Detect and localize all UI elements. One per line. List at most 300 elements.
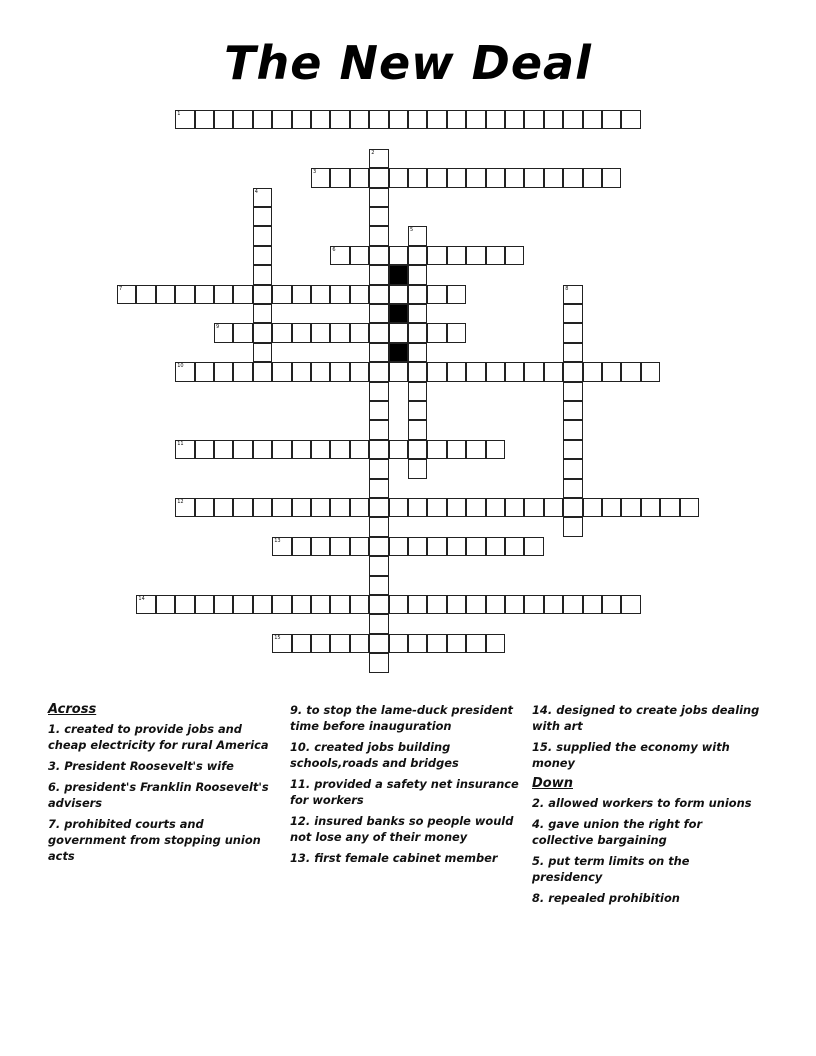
grid-cell[interactable]: [466, 595, 485, 614]
grid-cell[interactable]: [330, 168, 349, 187]
grid-cell[interactable]: [233, 440, 252, 459]
grid-cell[interactable]: [214, 285, 233, 304]
grid-cell[interactable]: [369, 479, 388, 498]
clue-text: insured banks so people would not lose any of their money: [290, 814, 514, 844]
grid-cell[interactable]: [389, 362, 408, 381]
clue-number: 6: [332, 246, 336, 253]
grid-cell[interactable]: [524, 168, 543, 187]
grid-cell[interactable]: [369, 498, 388, 517]
grid-cell[interactable]: [563, 110, 582, 129]
grid-cell[interactable]: [214, 595, 233, 614]
grid-cell[interactable]: [253, 285, 272, 304]
across-clue: [532, 702, 762, 734]
grid-cell[interactable]: [311, 537, 330, 556]
grid-cell[interactable]: [389, 168, 408, 187]
grid-cell[interactable]: [253, 226, 272, 245]
grid-cell[interactable]: [544, 362, 563, 381]
grid-cell[interactable]: [195, 285, 214, 304]
grid-cell[interactable]: [175, 362, 194, 381]
clue-column-1: [48, 702, 278, 869]
clue-text: provided a safety net insurance for workers: [290, 777, 519, 807]
across-clue: [48, 779, 278, 811]
clue-text: gave union the right for collective bargaining: [532, 817, 703, 847]
grid-cell[interactable]: [427, 440, 446, 459]
grid-cell[interactable]: [505, 537, 524, 556]
grid-cell[interactable]: [117, 285, 136, 304]
grid-cell[interactable]: [311, 498, 330, 517]
grid-cell[interactable]: [311, 440, 330, 459]
grid-cell[interactable]: [272, 634, 291, 653]
grid-cell[interactable]: [330, 498, 349, 517]
clue-num: 13.: [290, 851, 311, 865]
grid-cell[interactable]: [311, 285, 330, 304]
clue-text: first female cabinet member: [314, 851, 498, 865]
grid-cell[interactable]: [369, 110, 388, 129]
clue-number: 2: [371, 149, 375, 156]
grid-cell[interactable]: [408, 168, 427, 187]
black-square: [389, 265, 408, 284]
grid-cell[interactable]: [389, 246, 408, 265]
grid-cell[interactable]: [292, 110, 311, 129]
grid-cell[interactable]: [369, 382, 388, 401]
grid-cell[interactable]: [486, 634, 505, 653]
grid-cell[interactable]: [369, 343, 388, 362]
across-clue: [48, 721, 278, 753]
grid-cell[interactable]: [233, 285, 252, 304]
grid-cell[interactable]: [311, 362, 330, 381]
grid-cell[interactable]: [175, 285, 194, 304]
grid-cell[interactable]: [369, 323, 388, 342]
clue-text: allowed workers to form unions: [548, 796, 752, 810]
down-clue: [532, 853, 762, 885]
grid-cell[interactable]: [408, 362, 427, 381]
black-square: [389, 304, 408, 323]
grid-cell[interactable]: [156, 285, 175, 304]
grid-cell[interactable]: [253, 110, 272, 129]
grid-cell[interactable]: [292, 498, 311, 517]
grid-cell[interactable]: [544, 595, 563, 614]
down-clue: [532, 816, 762, 848]
clue-number: 3: [313, 169, 317, 176]
grid-cell[interactable]: [253, 207, 272, 226]
grid-cell[interactable]: [350, 537, 369, 556]
grid-cell[interactable]: [524, 537, 543, 556]
grid-cell[interactable]: [253, 498, 272, 517]
grid-cell[interactable]: [195, 498, 214, 517]
grid-cell[interactable]: [214, 440, 233, 459]
grid-cell[interactable]: [486, 595, 505, 614]
grid-cell[interactable]: [175, 440, 194, 459]
grid-cell[interactable]: [447, 537, 466, 556]
grid-cell[interactable]: [583, 595, 602, 614]
grid-cell[interactable]: [369, 653, 388, 672]
grid-cell[interactable]: [427, 595, 446, 614]
grid-cell[interactable]: [272, 440, 291, 459]
clue-number: 11: [177, 440, 184, 447]
grid-cell[interactable]: [369, 285, 388, 304]
grid-cell[interactable]: [272, 285, 291, 304]
grid-cell[interactable]: [389, 498, 408, 517]
down-heading: Down: [532, 776, 573, 791]
grid-cell[interactable]: [272, 362, 291, 381]
clue-text: put term limits on the presidency: [532, 854, 690, 884]
grid-cell[interactable]: [233, 595, 252, 614]
grid-cell[interactable]: [292, 440, 311, 459]
grid-cell[interactable]: [369, 440, 388, 459]
grid-cell[interactable]: [563, 323, 582, 342]
grid-cell[interactable]: [272, 595, 291, 614]
grid-cell[interactable]: [563, 168, 582, 187]
clue-number: 7: [119, 285, 123, 292]
grid-cell[interactable]: [330, 285, 349, 304]
grid-cell[interactable]: [350, 634, 369, 653]
grid-cell[interactable]: [369, 634, 388, 653]
grid-cell[interactable]: [447, 362, 466, 381]
grid-cell[interactable]: [447, 246, 466, 265]
clue-text: president's Franklin Roosevelt's advisers: [48, 780, 269, 810]
grid-cell[interactable]: [408, 382, 427, 401]
grid-cell[interactable]: [563, 595, 582, 614]
grid-cell[interactable]: [621, 595, 640, 614]
grid-cell[interactable]: [486, 168, 505, 187]
grid-cell[interactable]: [156, 595, 175, 614]
grid-cell[interactable]: [486, 537, 505, 556]
grid-cell[interactable]: [466, 246, 485, 265]
grid-cell[interactable]: [311, 110, 330, 129]
grid-cell[interactable]: [195, 440, 214, 459]
grid-cell[interactable]: [408, 420, 427, 439]
grid-cell[interactable]: [253, 440, 272, 459]
grid-cell[interactable]: [369, 149, 388, 168]
grid-cell[interactable]: [427, 362, 446, 381]
clue-text: prohibited courts and government from stopping union acts: [48, 817, 261, 863]
grid-cell[interactable]: [563, 362, 582, 381]
grid-cell[interactable]: [563, 498, 582, 517]
across-heading: Across: [48, 702, 97, 717]
grid-cell[interactable]: [563, 459, 582, 478]
grid-cell[interactable]: [175, 110, 194, 129]
grid-cell[interactable]: [408, 498, 427, 517]
clue-num: 10.: [290, 740, 311, 754]
clue-text: supplied the economy with money: [532, 740, 730, 770]
grid-cell[interactable]: [466, 498, 485, 517]
clue-number: 12: [177, 499, 184, 505]
grid-cell[interactable]: [253, 595, 272, 614]
grid-cell[interactable]: [369, 362, 388, 381]
grid-cell[interactable]: [369, 537, 388, 556]
grid-cell[interactable]: [272, 498, 291, 517]
grid-cell[interactable]: [427, 323, 446, 342]
grid-cell[interactable]: [427, 110, 446, 129]
grid-cell[interactable]: [466, 634, 485, 653]
grid-cell[interactable]: [369, 226, 388, 245]
grid-cell[interactable]: [369, 304, 388, 323]
clue-number: 1: [177, 111, 181, 117]
grid-cell[interactable]: [272, 323, 291, 342]
grid-cell[interactable]: [583, 110, 602, 129]
clue-num: 15.: [532, 740, 553, 754]
grid-cell[interactable]: [330, 634, 349, 653]
grid-cell[interactable]: [369, 188, 388, 207]
grid-cell[interactable]: [583, 168, 602, 187]
grid-cell[interactable]: [447, 110, 466, 129]
grid-cell[interactable]: [544, 168, 563, 187]
grid-cell[interactable]: [602, 498, 621, 517]
grid-cell[interactable]: [214, 323, 233, 342]
grid-cell[interactable]: [369, 401, 388, 420]
grid-cell[interactable]: [408, 634, 427, 653]
grid-cell[interactable]: [466, 440, 485, 459]
grid-cell[interactable]: [369, 246, 388, 265]
clue-num: 3.: [48, 759, 61, 773]
grid-cell[interactable]: [524, 362, 543, 381]
clue-num: 12.: [290, 814, 311, 828]
grid-cell[interactable]: [447, 323, 466, 342]
grid-cell[interactable]: [427, 537, 446, 556]
grid-cell[interactable]: [389, 285, 408, 304]
grid-cell[interactable]: [602, 595, 621, 614]
grid-cell[interactable]: [253, 362, 272, 381]
grid-cell[interactable]: [136, 595, 155, 614]
grid-cell[interactable]: [680, 498, 699, 517]
grid-cell[interactable]: [466, 537, 485, 556]
grid-cell[interactable]: [563, 382, 582, 401]
grid-cell[interactable]: [369, 595, 388, 614]
grid-cell[interactable]: [330, 110, 349, 129]
grid-cell[interactable]: [505, 362, 524, 381]
grid-cell[interactable]: [427, 285, 446, 304]
grid-cell[interactable]: [486, 110, 505, 129]
grid-cell[interactable]: [330, 323, 349, 342]
grid-cell[interactable]: [350, 323, 369, 342]
grid-cell[interactable]: [427, 246, 446, 265]
grid-cell[interactable]: [563, 304, 582, 323]
down-clue: [532, 795, 762, 811]
grid-cell[interactable]: [447, 168, 466, 187]
across-clue: [290, 813, 520, 845]
grid-cell[interactable]: [524, 595, 543, 614]
grid-cell[interactable]: [330, 537, 349, 556]
grid-cell[interactable]: [486, 362, 505, 381]
grid-cell[interactable]: [524, 498, 543, 517]
grid-cell[interactable]: [369, 168, 388, 187]
grid-cell[interactable]: [563, 285, 582, 304]
grid-cell[interactable]: [233, 498, 252, 517]
grid-cell[interactable]: [408, 304, 427, 323]
grid-cell[interactable]: [272, 110, 291, 129]
grid-cell[interactable]: [621, 362, 640, 381]
grid-cell[interactable]: [486, 440, 505, 459]
grid-cell[interactable]: [621, 110, 640, 129]
grid-cell[interactable]: [350, 498, 369, 517]
grid-cell[interactable]: [350, 595, 369, 614]
grid-cell[interactable]: [272, 537, 291, 556]
grid-cell[interactable]: [292, 537, 311, 556]
grid-cell[interactable]: [408, 459, 427, 478]
grid-cell[interactable]: [466, 110, 485, 129]
grid-cell[interactable]: [369, 556, 388, 575]
clue-num: 9.: [290, 703, 303, 717]
grid-cell[interactable]: [563, 517, 582, 536]
grid-cell[interactable]: [408, 537, 427, 556]
across-clue: [532, 739, 762, 771]
grid-cell[interactable]: [466, 362, 485, 381]
grid-cell[interactable]: [253, 323, 272, 342]
grid-cell[interactable]: [253, 304, 272, 323]
clue-text: created to provide jobs and cheap electricity for rural America: [48, 722, 269, 752]
grid-cell[interactable]: [195, 110, 214, 129]
grid-cell[interactable]: [408, 323, 427, 342]
grid-cell[interactable]: [408, 401, 427, 420]
grid-cell[interactable]: [408, 440, 427, 459]
grid-cell[interactable]: [544, 498, 563, 517]
grid-cell[interactable]: [505, 246, 524, 265]
across-clue: [290, 702, 520, 734]
grid-cell[interactable]: [583, 362, 602, 381]
grid-cell[interactable]: [214, 498, 233, 517]
grid-cell[interactable]: [466, 168, 485, 187]
grid-cell[interactable]: [330, 246, 349, 265]
grid-cell[interactable]: [389, 537, 408, 556]
grid-cell[interactable]: [369, 576, 388, 595]
grid-cell[interactable]: [563, 401, 582, 420]
grid-cell[interactable]: [408, 226, 427, 245]
clue-list: [0, 702, 816, 962]
grid-cell[interactable]: [389, 595, 408, 614]
grid-cell[interactable]: [524, 110, 543, 129]
grid-cell[interactable]: [602, 168, 621, 187]
grid-cell[interactable]: [505, 168, 524, 187]
clue-text: created jobs building schools,roads and bridges: [290, 740, 459, 770]
grid-cell[interactable]: [214, 110, 233, 129]
grid-cell[interactable]: [369, 614, 388, 633]
grid-cell[interactable]: [350, 110, 369, 129]
grid-cell[interactable]: [350, 246, 369, 265]
grid-cell[interactable]: [408, 343, 427, 362]
grid-cell[interactable]: [311, 595, 330, 614]
grid-cell[interactable]: [660, 498, 679, 517]
grid-cell[interactable]: [563, 343, 582, 362]
grid-cell[interactable]: [350, 285, 369, 304]
grid-cell[interactable]: [175, 595, 194, 614]
clue-num: 4.: [532, 817, 545, 831]
grid-cell[interactable]: [233, 323, 252, 342]
grid-cell[interactable]: [350, 440, 369, 459]
clue-text: repealed prohibition: [548, 891, 680, 905]
grid-cell[interactable]: [214, 362, 233, 381]
grid-cell[interactable]: [447, 595, 466, 614]
grid-cell[interactable]: [408, 110, 427, 129]
clue-number: 14: [138, 596, 145, 602]
grid-cell[interactable]: [447, 498, 466, 517]
grid-cell[interactable]: [544, 110, 563, 129]
grid-cell[interactable]: [369, 207, 388, 226]
grid-cell[interactable]: [292, 634, 311, 653]
grid-cell[interactable]: [427, 634, 446, 653]
page-title: The New Deal: [224, 36, 592, 90]
grid-cell[interactable]: [505, 110, 524, 129]
grid-cell[interactable]: [389, 110, 408, 129]
grid-cell[interactable]: [195, 595, 214, 614]
grid-cell[interactable]: [408, 595, 427, 614]
grid-cell[interactable]: [389, 634, 408, 653]
grid-cell[interactable]: [447, 440, 466, 459]
grid-cell[interactable]: [233, 362, 252, 381]
grid-cell[interactable]: [505, 498, 524, 517]
clue-number: 8: [565, 285, 569, 292]
grid-cell[interactable]: [641, 498, 660, 517]
grid-cell[interactable]: [447, 634, 466, 653]
grid-cell[interactable]: [369, 265, 388, 284]
grid-cell[interactable]: [621, 498, 640, 517]
grid-cell[interactable]: [389, 323, 408, 342]
grid-cell[interactable]: [253, 188, 272, 207]
grid-cell[interactable]: [602, 110, 621, 129]
grid-cell[interactable]: [195, 362, 214, 381]
clue-num: 6.: [48, 780, 61, 794]
grid-cell[interactable]: [253, 343, 272, 362]
grid-cell[interactable]: [292, 595, 311, 614]
grid-cell[interactable]: [292, 285, 311, 304]
clue-num: 11.: [290, 777, 311, 791]
grid-cell[interactable]: [408, 246, 427, 265]
grid-cell[interactable]: [408, 285, 427, 304]
grid-cell[interactable]: [486, 246, 505, 265]
grid-cell[interactable]: [175, 498, 194, 517]
grid-cell[interactable]: [583, 498, 602, 517]
grid-cell[interactable]: [563, 479, 582, 498]
grid-cell[interactable]: [563, 440, 582, 459]
grid-cell[interactable]: [330, 362, 349, 381]
grid-cell[interactable]: [369, 459, 388, 478]
grid-cell[interactable]: [389, 440, 408, 459]
across-clue: [290, 739, 520, 771]
grid-cell[interactable]: [330, 595, 349, 614]
grid-cell[interactable]: [350, 362, 369, 381]
grid-cell[interactable]: [641, 362, 660, 381]
grid-cell[interactable]: [369, 517, 388, 536]
grid-cell[interactable]: [602, 362, 621, 381]
grid-cell[interactable]: [311, 168, 330, 187]
grid-cell[interactable]: [311, 634, 330, 653]
clue-number: 5: [410, 227, 414, 234]
grid-cell[interactable]: [136, 285, 155, 304]
grid-cell[interactable]: [505, 595, 524, 614]
clue-num: 1.: [48, 722, 61, 736]
grid-cell[interactable]: [408, 265, 427, 284]
grid-cell[interactable]: [427, 498, 446, 517]
clue-column-3: [532, 702, 762, 911]
grid-cell[interactable]: [253, 246, 272, 265]
clue-num: 7.: [48, 817, 61, 831]
clue-num: 14.: [532, 703, 553, 717]
grid-cell[interactable]: [447, 285, 466, 304]
grid-cell[interactable]: [350, 168, 369, 187]
grid-cell[interactable]: [427, 168, 446, 187]
grid-cell[interactable]: [292, 323, 311, 342]
grid-cell[interactable]: [330, 440, 349, 459]
down-clue: [532, 890, 762, 906]
grid-cell[interactable]: [253, 265, 272, 284]
grid-cell[interactable]: [233, 110, 252, 129]
grid-cell[interactable]: [486, 498, 505, 517]
clue-number: 4: [254, 188, 258, 195]
grid-cell[interactable]: [369, 420, 388, 439]
grid-cell[interactable]: [563, 420, 582, 439]
clue-text: to stop the lame-duck president time before inauguration: [290, 703, 513, 733]
grid-cell[interactable]: [311, 323, 330, 342]
grid-cell[interactable]: [292, 362, 311, 381]
